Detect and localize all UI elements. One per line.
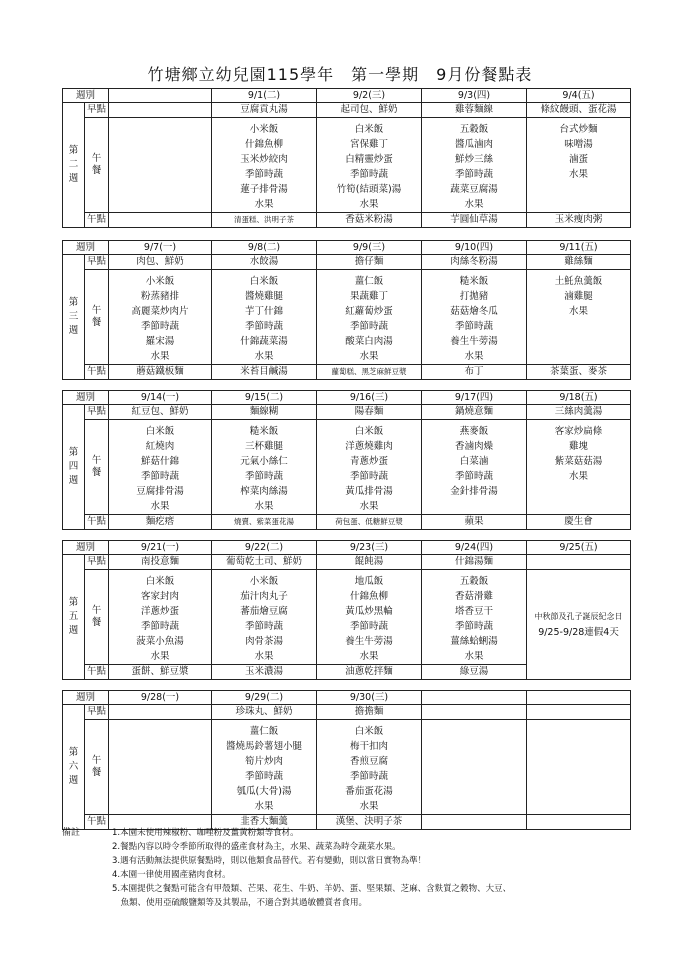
lunch-item: 醬燒雞腿 (245, 291, 284, 302)
lunch-item: 蔬菜豆腐湯 (450, 184, 498, 195)
afternoon-snack: 漢堡、決明子茶 (317, 815, 422, 830)
afternoon-snack: 蛋餅、鮮豆漿 (109, 665, 212, 680)
lunch-item: 紅蘿蔔炒蛋 (345, 306, 393, 317)
lunch-item: 菠菜小魚湯 (136, 636, 184, 647)
lunch-item: 蕃茄燴豆腐 (240, 606, 288, 617)
note-item: 1.本園未使用辣椒粉、咖哩粉及薑黃粉類等食材。 (112, 828, 299, 838)
lunch-item: 客家炒扁條 (554, 426, 603, 437)
lunch-item: 水果 (569, 306, 589, 317)
lunch-item: 水果 (359, 199, 379, 210)
afternoon-label: 午點 (85, 665, 109, 680)
day-date: 9/10(四) (422, 241, 527, 255)
note-item: 4.本園一律使用國產豬肉食材。 (112, 870, 231, 880)
lunch-item: 季節時蔬 (245, 771, 284, 782)
lunch-cell (317, 270, 422, 365)
lunch-item: 季節時蔬 (141, 321, 180, 332)
lunch-cell (212, 118, 317, 213)
morning-snack: 雞絲麵 (527, 255, 631, 270)
lunch-item: 白米飯 (249, 276, 279, 287)
notes-label: 備註 (62, 828, 81, 838)
lunch-item: 季節時蔬 (245, 169, 284, 180)
lunch-item: 季節時蔬 (455, 321, 494, 332)
lunch-item: 小米飯 (145, 276, 175, 287)
day-date: 9/8(二) (212, 241, 317, 255)
lunch-item: 鮮菇什錦 (141, 456, 180, 467)
lunch-item: 水果 (569, 471, 589, 482)
lunch-item: 洋蔥燒雞肉 (345, 441, 393, 452)
lunch-item: 季節時蔬 (455, 169, 494, 180)
afternoon-snack: 玉米瘦肉粥 (527, 213, 631, 228)
morning-label: 早點 (85, 705, 109, 720)
lunch-item: 黃瓜炒黑輪 (345, 606, 393, 617)
holiday-text: 中秋節及孔子誕辰紀念日 (534, 611, 623, 621)
afternoon-snack: 燒賣、紫菜蛋花湯 (212, 515, 317, 530)
week-table (62, 690, 631, 830)
lunch-item: 紫菜菇菇湯 (554, 456, 603, 467)
notes-section (62, 826, 662, 910)
afternoon-label: 午點 (85, 515, 109, 530)
day-date: 9/4(五) (527, 89, 631, 103)
afternoon-snack: 油蔥乾拌麵 (317, 665, 422, 680)
lunch-item: 小米飯 (249, 124, 279, 135)
week-label: 第 三 週 (63, 255, 85, 380)
lunch-item: 雞塊 (569, 441, 589, 452)
day-date: 9/24(四) (422, 541, 527, 555)
day-date (527, 691, 631, 705)
lunch-item: 羅宋湯 (145, 336, 175, 347)
lunch-item: 元氣小絲仁 (240, 456, 288, 467)
lunch-item: 果蔬雞丁 (350, 291, 389, 302)
afternoon-snack: 蘿蔔糕、黑芝麻鮮豆漿 (317, 365, 422, 380)
lunch-item: 水果 (150, 351, 170, 362)
lunch-item: 土魠魚羹飯 (554, 276, 603, 287)
afternoon-snack: 布丁 (422, 365, 527, 380)
afternoon-snack: 韭香大麵羹 (212, 815, 317, 830)
lunch-item: 榨菜肉絲湯 (240, 486, 288, 497)
lunch-label: 午 餐 (85, 570, 109, 665)
lunch-item: 水果 (254, 199, 274, 210)
lunch-item: 季節時蔬 (455, 471, 494, 482)
morning-snack: 起司包、鮮奶 (317, 103, 422, 118)
day-date: 9/15(二) (212, 391, 317, 405)
morning-label: 早點 (85, 255, 109, 270)
lunch-cell (422, 420, 527, 515)
day-date: 9/30(三) (317, 691, 422, 705)
lunch-cell (109, 570, 212, 665)
lunch-item: 水果 (359, 651, 379, 662)
lunch-item: 薑仁飯 (249, 726, 279, 737)
lunch-cell (317, 118, 422, 213)
lunch-item: 季節時蔬 (455, 621, 494, 632)
menu-table (62, 88, 630, 830)
lunch-item: 水果 (254, 351, 274, 362)
lunch-item: 酸菜白肉湯 (345, 336, 393, 347)
morning-snack: 餛飩湯 (317, 555, 422, 570)
week-header-label: 週別 (63, 541, 109, 555)
morning-snack: 肉絲冬粉湯 (422, 255, 527, 270)
day-date: 9/14(一) (109, 391, 212, 405)
lunch-item: 五穀飯 (459, 576, 489, 587)
lunch-cell (109, 270, 212, 365)
lunch-label: 午 餐 (85, 720, 109, 815)
lunch-cell (212, 270, 317, 365)
week-label: 第 四 週 (63, 405, 85, 530)
week-header-label: 週別 (63, 391, 109, 405)
lunch-item: 什錦魚柳 (245, 139, 284, 150)
lunch-item: 粉蒸豬排 (141, 291, 180, 302)
lunch-item: 洋蔥炒蛋 (141, 606, 180, 617)
lunch-item: 竹筍(結頭菜)湯 (336, 184, 402, 195)
page-title: 竹塘鄉立幼兒園115學年 第一學期 9月份餐點表 (147, 65, 533, 84)
notes-list (62, 826, 662, 910)
day-date: 9/2(三) (317, 89, 422, 103)
morning-snack: 葡萄乾土司、鮮奶 (212, 555, 317, 570)
lunch-item: 糙米飯 (249, 426, 279, 437)
lunch-item: 季節時蔬 (350, 321, 389, 332)
week-label: 第 六 週 (63, 705, 85, 830)
morning-snack (422, 705, 527, 720)
afternoon-snack: 玉米濃湯 (212, 665, 317, 680)
day-date: 9/7(一) (109, 241, 212, 255)
lunch-cell (422, 118, 527, 213)
note-item: 3.遇有活動無法提供原餐點時，則以他類食品替代。若有變動，則以當日實物為準！ (112, 856, 427, 866)
lunch-item: 玉米炒絞肉 (240, 154, 288, 165)
lunch-item: 什錦蔬菜湯 (240, 336, 288, 347)
lunch-item: 香煎豆腐 (350, 756, 389, 767)
afternoon-snack (109, 213, 212, 228)
day-date: 9/3(四) (422, 89, 527, 103)
lunch-item: 味噌湯 (564, 139, 593, 150)
morning-label: 早點 (85, 103, 109, 118)
lunch-item: 水果 (254, 801, 274, 812)
lunch-item: 紅燒肉 (145, 441, 175, 452)
afternoon-snack: 蘑菇鐵板麵 (109, 365, 212, 380)
afternoon-snack: 香菇米粉湯 (317, 213, 422, 228)
afternoon-snack: 麵疙瘩 (109, 515, 212, 530)
day-date: 9/21(一) (109, 541, 212, 555)
lunch-cell (212, 720, 317, 815)
lunch-item: 台式炒麵 (559, 124, 598, 135)
lunch-item: 水果 (150, 501, 170, 512)
lunch-item: 水果 (254, 501, 274, 512)
lunch-item: 菇菇燴冬瓜 (450, 306, 498, 317)
morning-snack: 擔仔麵 (317, 255, 422, 270)
week-label: 第 五 週 (63, 555, 85, 680)
lunch-item: 豆腐排骨湯 (136, 486, 184, 497)
morning-snack (109, 103, 212, 118)
lunch-item: 季節時蔬 (245, 621, 284, 632)
lunch-item: 糙米飯 (459, 276, 489, 287)
lunch-item: 黃瓜排骨湯 (345, 486, 393, 497)
morning-snack: 麵線糊 (212, 405, 317, 420)
afternoon-snack: 荷包蛋、低糖鮮豆漿 (317, 515, 422, 530)
lunch-item: 養生牛蒡湯 (345, 636, 393, 647)
morning-snack: 擔擔麵 (317, 705, 422, 720)
lunch-cell (527, 720, 631, 815)
morning-snack: 水餃湯 (212, 255, 317, 270)
lunch-cell (527, 420, 631, 515)
lunch-label: 午 餐 (85, 270, 109, 365)
lunch-item: 客家封肉 (141, 591, 180, 602)
lunch-item: 水果 (254, 651, 274, 662)
lunch-item: 高麗菜炒肉片 (131, 306, 189, 317)
morning-snack: 陽春麵 (317, 405, 422, 420)
lunch-item: 季節時蔬 (350, 621, 389, 632)
week-table (62, 240, 631, 380)
lunch-item: 白米飯 (145, 426, 175, 437)
lunch-item: 薑絲蛤蜊湯 (450, 636, 498, 647)
lunch-item: 金針排骨湯 (450, 486, 498, 497)
lunch-cell (527, 118, 631, 213)
lunch-item: 季節時蔬 (350, 771, 389, 782)
lunch-item: 季節時蔬 (350, 471, 389, 482)
lunch-item: 三杯雞腿 (245, 441, 284, 452)
morning-snack: 三絲肉羹湯 (527, 405, 631, 420)
lunch-item: 水果 (359, 801, 379, 812)
afternoon-snack: 清蛋糕、洪明子茶 (212, 213, 317, 228)
lunch-item: 燕麥飯 (459, 426, 489, 437)
afternoon-snack: 米苔目鹹湯 (212, 365, 317, 380)
lunch-item: 季節時蔬 (350, 169, 389, 180)
lunch-item: 筍片炒肉 (245, 756, 284, 767)
lunch-item: 白米飯 (354, 124, 384, 135)
day-date: 9/9(三) (317, 241, 422, 255)
lunch-item: 地瓜飯 (354, 576, 384, 587)
lunch-item: 什錦魚柳 (350, 591, 389, 602)
afternoon-label: 午點 (85, 213, 109, 228)
day-date: 9/17(四) (422, 391, 527, 405)
lunch-item: 養生牛蒡湯 (450, 336, 498, 347)
morning-snack: 紅豆包、鮮奶 (109, 405, 212, 420)
day-date: 9/28(一) (109, 691, 212, 705)
morning-snack (109, 705, 212, 720)
morning-label: 早點 (85, 555, 109, 570)
day-date: 9/16(三) (317, 391, 422, 405)
day-date: 9/22(二) (212, 541, 317, 555)
day-date (109, 89, 212, 103)
lunch-label: 午 餐 (85, 118, 109, 213)
afternoon-snack: 蘋果 (422, 515, 527, 530)
lunch-item: 薑仁飯 (354, 276, 384, 287)
week-table (62, 540, 631, 680)
lunch-item: 水果 (569, 169, 589, 180)
lunch-item: 水果 (464, 199, 484, 210)
morning-snack: 條紋饅頭、蛋花湯 (527, 103, 631, 118)
day-date: 9/29(二) (212, 691, 317, 705)
lunch-item: 白米飯 (354, 426, 384, 437)
lunch-item: 滷雞腿 (564, 291, 593, 302)
morning-snack: 南投意麵 (109, 555, 212, 570)
lunch-label: 午 餐 (85, 420, 109, 515)
lunch-cell (317, 420, 422, 515)
week-label: 第 二 週 (63, 103, 85, 228)
afternoon-label: 午點 (85, 365, 109, 380)
day-date (422, 691, 527, 705)
morning-snack: 鍋燒意麵 (422, 405, 527, 420)
lunch-cell (527, 270, 631, 365)
lunch-item: 肉骨茶湯 (245, 636, 284, 647)
lunch-cell (422, 570, 527, 665)
lunch-item: 茄汁肉丸子 (240, 591, 288, 602)
day-date: 9/23(三) (317, 541, 422, 555)
lunch-cell (422, 270, 527, 365)
lunch-item: 芋丁什錦 (245, 306, 284, 317)
note-item: 2.餐點內容以時令季節所取得的盛產食材為主，水果、蔬菜為時令蔬菜水果。 (112, 842, 401, 852)
day-date: 9/1(二) (212, 89, 317, 103)
lunch-item: 白米飯 (354, 726, 384, 737)
lunch-item: 塔香豆干 (455, 606, 494, 617)
afternoon-snack: 綠豆湯 (422, 665, 527, 680)
lunch-item: 白菜滷 (459, 456, 489, 467)
note-item: 5.本園提供之餐點可能含有甲殼類、芒果、花生、牛奶、羊奶、蛋、堅果類、芝麻、含麩質之穀物、大豆、 (112, 884, 512, 894)
lunch-item: 五穀飯 (459, 124, 489, 135)
morning-snack: 珍珠丸、鮮奶 (212, 705, 317, 720)
lunch-item: 水果 (359, 351, 379, 362)
lunch-item: 打拋豬 (459, 291, 489, 302)
day-date: 9/11(五) (527, 241, 631, 255)
lunch-item: 瓠瓜(大骨)湯 (236, 786, 292, 797)
morning-label: 早點 (85, 405, 109, 420)
morning-snack: 豆腐貢丸湯 (212, 103, 317, 118)
morning-snack: 肉包、鮮奶 (109, 255, 212, 270)
lunch-item: 香菇滑雞 (455, 591, 494, 602)
afternoon-snack: 慶生會 (527, 515, 631, 530)
lunch-item: 季節時蔬 (141, 621, 180, 632)
lunch-cell (109, 420, 212, 515)
lunch-item: 番茄蛋花湯 (345, 786, 393, 797)
lunch-cell (109, 720, 212, 815)
lunch-cell (212, 570, 317, 665)
lunch-cell (422, 720, 527, 815)
lunch-item: 季節時蔬 (245, 471, 284, 482)
week-header-label: 週別 (63, 691, 109, 705)
morning-snack: 什錦湯麵 (422, 555, 527, 570)
day-date: 9/25(五) (527, 541, 631, 555)
lunch-cell (317, 570, 422, 665)
morning-snack (527, 555, 631, 570)
lunch-item: 白米飯 (145, 576, 175, 587)
lunch-cell (317, 720, 422, 815)
morning-snack: 雞蓉麵線 (422, 103, 527, 118)
lunch-item: 梅干扣肉 (350, 741, 389, 752)
lunch-item: 水果 (150, 651, 170, 662)
afternoon-snack: 茶葉蛋、麥茶 (527, 365, 631, 380)
lunch-item: 季節時蔬 (141, 471, 180, 482)
week-table (62, 88, 631, 228)
lunch-item: 醬瓜滷肉 (455, 139, 494, 150)
afternoon-label: 午點 (85, 815, 109, 830)
holiday-text: 9/25-9/28連假4天 (538, 626, 619, 638)
holiday-note (527, 570, 631, 680)
lunch-item: 滷蛋 (569, 154, 589, 165)
afternoon-snack: 芋圓仙草湯 (422, 213, 527, 228)
lunch-item: 醬燒馬鈴薯翅小腿 (226, 741, 303, 752)
lunch-cell (109, 118, 212, 213)
lunch-item: 白精靈炒蛋 (345, 154, 393, 165)
lunch-item: 水果 (464, 351, 484, 362)
week-table (62, 390, 631, 530)
morning-snack (527, 705, 631, 720)
week-header-label: 週別 (63, 241, 109, 255)
lunch-item: 蓮子排骨湯 (240, 184, 288, 195)
lunch-cell (212, 420, 317, 515)
lunch-item: 季節時蔬 (245, 321, 284, 332)
week-header-label: 週別 (63, 89, 109, 103)
note-item: 魚類、使用亞硫酸鹽類等及其製品，不適合對其過敏體質者食用。 (112, 898, 368, 908)
lunch-item: 青蔥炒蛋 (350, 456, 389, 467)
lunch-item: 鮮炒三絲 (455, 154, 494, 165)
lunch-item: 香滷肉燥 (455, 441, 494, 452)
lunch-item: 水果 (464, 651, 484, 662)
day-date: 9/18(五) (527, 391, 631, 405)
lunch-item: 宮保雞丁 (350, 139, 389, 150)
lunch-item: 小米飯 (249, 576, 279, 587)
lunch-item: 水果 (359, 501, 379, 512)
